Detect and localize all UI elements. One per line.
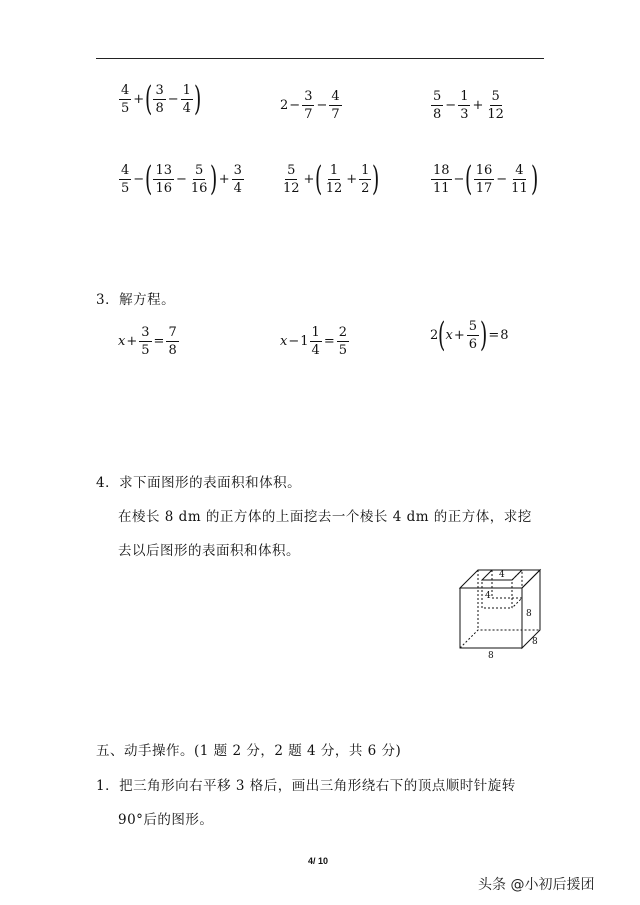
watermark: 头条 @小初后援团: [478, 877, 595, 893]
section5-title: 五、动手操作。(1 题 2 分，2 题 4 分，共 6 分): [96, 743, 402, 759]
expr-row1-1: $\frac{4}{5}$ + ( $\frac{3}{8}$ − $\frac{1}{4}$ ): [121, 79, 202, 119]
fraction: $\frac{3}{4}$: [233, 162, 242, 196]
fraction: $\frac{1}{4}$: [182, 82, 191, 116]
expr-row2-3: $\frac{18}{11}$ − ( $\frac{16}{17}$ − $\frac{4}{11}$ ): [433, 159, 538, 199]
left-paren: (: [465, 159, 473, 199]
fraction: $\frac{5}{12}$: [487, 89, 504, 122]
fraction: $\frac{4}{5}$: [121, 82, 130, 116]
equation-1: x + $\frac{3}{5}$ = $\frac{7}{8}$: [118, 325, 177, 358]
label-right-edge: 8: [526, 609, 532, 619]
right-paren: ): [480, 315, 488, 355]
section5-q1-line2: 90°后的图形。: [118, 812, 214, 828]
q3-title: 3．解方程。: [96, 292, 176, 308]
fraction: $\frac{5}{6}$: [468, 318, 478, 352]
fraction: $\frac{1}{3}$: [460, 89, 469, 122]
label-top-inner: 4: [499, 570, 505, 580]
equation-3: 2 ( x + $\frac{5}{6}$ ) = 8: [430, 315, 509, 355]
fraction: $\frac{4}{5}$: [121, 162, 130, 196]
fraction: $\frac{18}{11}$: [433, 162, 450, 196]
equation-2: x − 1 $\frac{1}{4}$ = $\frac{2}{5}$: [280, 325, 347, 358]
fraction: $\frac{3}{7}$: [304, 89, 313, 122]
fraction: $\frac{1}{2}$: [361, 162, 370, 196]
left-paren: (: [438, 315, 446, 355]
fraction: $\frac{4}{11}$: [511, 162, 528, 196]
right-paren: ): [210, 159, 218, 199]
cube-figure: [452, 562, 552, 662]
expr-row1-2: 2 − $\frac{3}{7}$ − $\frac{4}{7}$: [280, 89, 340, 122]
expr-row2-1: $\frac{4}{5}$ − ( $\frac{13}{16}$ − $\frac{5}{16}$ ) + $\frac{3}{4}$: [121, 159, 242, 199]
mixed-number: 1 $\frac{1}{4}$: [300, 325, 320, 358]
fraction: $\frac{3}{5}$: [141, 325, 150, 358]
fraction: $\frac{4}{7}$: [331, 89, 340, 122]
label-left-inner: 4: [485, 591, 491, 601]
fraction: $\frac{5}{8}$: [433, 89, 442, 122]
header-rule: [96, 58, 544, 59]
right-paren: ): [372, 159, 380, 199]
expr-row1-3: $\frac{5}{8}$ − $\frac{1}{3}$ + $\frac{5}{12}$: [433, 89, 504, 122]
page-number: 4/ 10: [308, 856, 329, 866]
fraction: $\frac{16}{17}$: [475, 162, 493, 196]
right-paren: ): [193, 79, 202, 119]
right-paren: ): [530, 159, 538, 199]
label-depth-edge: 8: [532, 637, 538, 647]
q4-line1: 在棱长 8 dm 的正方体的上面挖去一个棱长 4 dm 的正方体，求挖: [118, 509, 532, 525]
left-paren: (: [145, 79, 153, 119]
fraction: $\frac{2}{5}$: [338, 325, 347, 358]
expr-row2-2: $\frac{5}{12}$ + ( $\frac{1}{12}$ + $\frac{1}{2}$ ): [283, 159, 380, 199]
fraction: $\frac{1}{4}$: [311, 325, 320, 358]
fraction: $\frac{5}{16}$: [190, 162, 208, 196]
label-bottom-edge: 8: [488, 651, 494, 661]
fraction: $\frac{3}{8}$: [155, 82, 164, 116]
fraction: $\frac{1}{12}$: [325, 162, 343, 196]
section5-q1-line1: 1．把三角形向右平移 3 格后，画出三角形绕右下的顶点顺时针旋转: [96, 778, 516, 794]
left-paren: (: [145, 159, 153, 199]
left-paren: (: [315, 159, 323, 199]
hidden-edges: [460, 630, 540, 648]
fraction: $\frac{13}{16}$: [155, 162, 172, 196]
fraction: $\frac{5}{12}$: [283, 162, 300, 196]
q4-title: 4．求下面图形的表面积和体积。: [96, 475, 302, 491]
fraction: $\frac{7}{8}$: [168, 325, 177, 358]
q4-line2: 去以后图形的表面积和体积。: [118, 543, 300, 559]
